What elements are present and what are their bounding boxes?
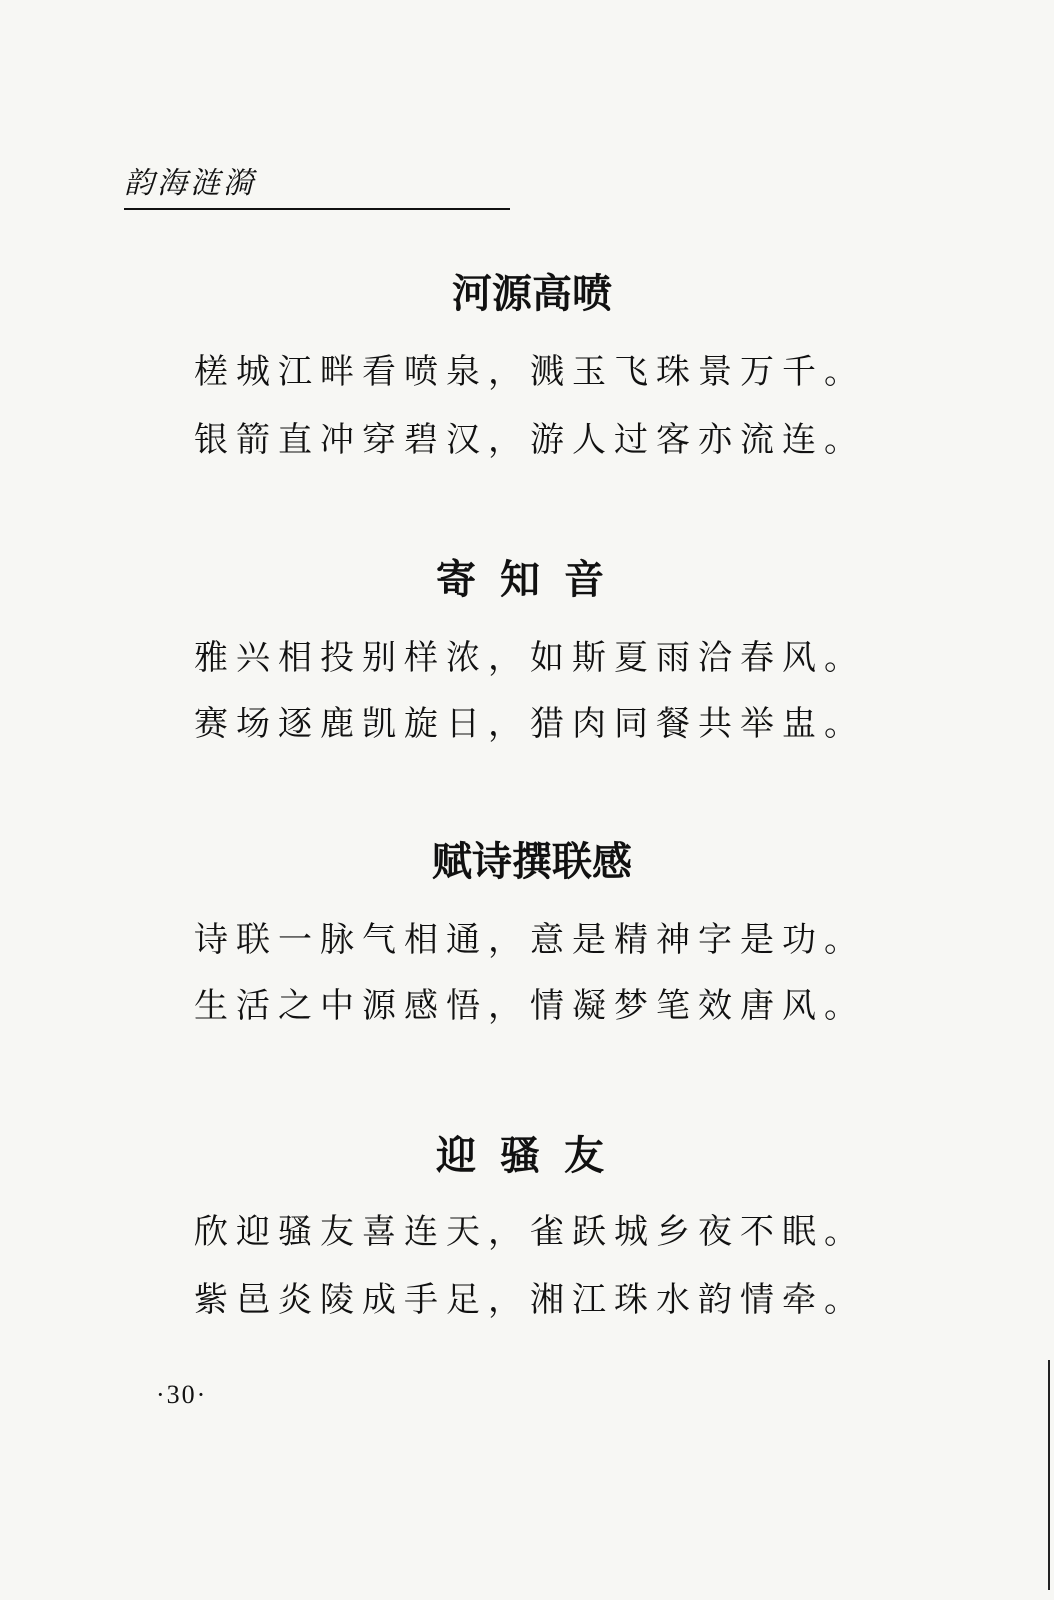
poem-line: 生活之中源感悟，情凝梦笔效唐风。 — [194, 986, 866, 1026]
poem-line: 赛场逐鹿凯旋日，猎肉同餐共举盅。 — [194, 704, 866, 744]
poem-line: 雅兴相投别样浓，如斯夏雨洽春风。 — [194, 638, 866, 678]
poem-line: 槎城江畔看喷泉，溅玉飞珠景万千。 — [194, 352, 866, 392]
poem-title: 寄知音 — [436, 557, 628, 603]
book-title: 韵海涟漪 — [124, 166, 256, 201]
page-number: ·30· — [156, 1380, 208, 1409]
page-edge-line — [1048, 1360, 1050, 1590]
poem-line: 银箭直冲穿碧汉，游人过客亦流连。 — [194, 420, 866, 460]
poem-line: 诗联一脉气相通，意是精神字是功。 — [194, 920, 866, 960]
poem-title: 赋诗撰联感 — [432, 839, 632, 885]
poem-line: 欣迎骚友喜连天，雀跃城乡夜不眠。 — [194, 1212, 866, 1252]
poem-title: 河源高喷 — [452, 271, 612, 317]
poem-title: 迎骚友 — [436, 1133, 628, 1179]
running-header — [124, 158, 510, 210]
poem-line: 紫邑炎陵成手足，湘江珠水韵情牵。 — [194, 1280, 866, 1320]
